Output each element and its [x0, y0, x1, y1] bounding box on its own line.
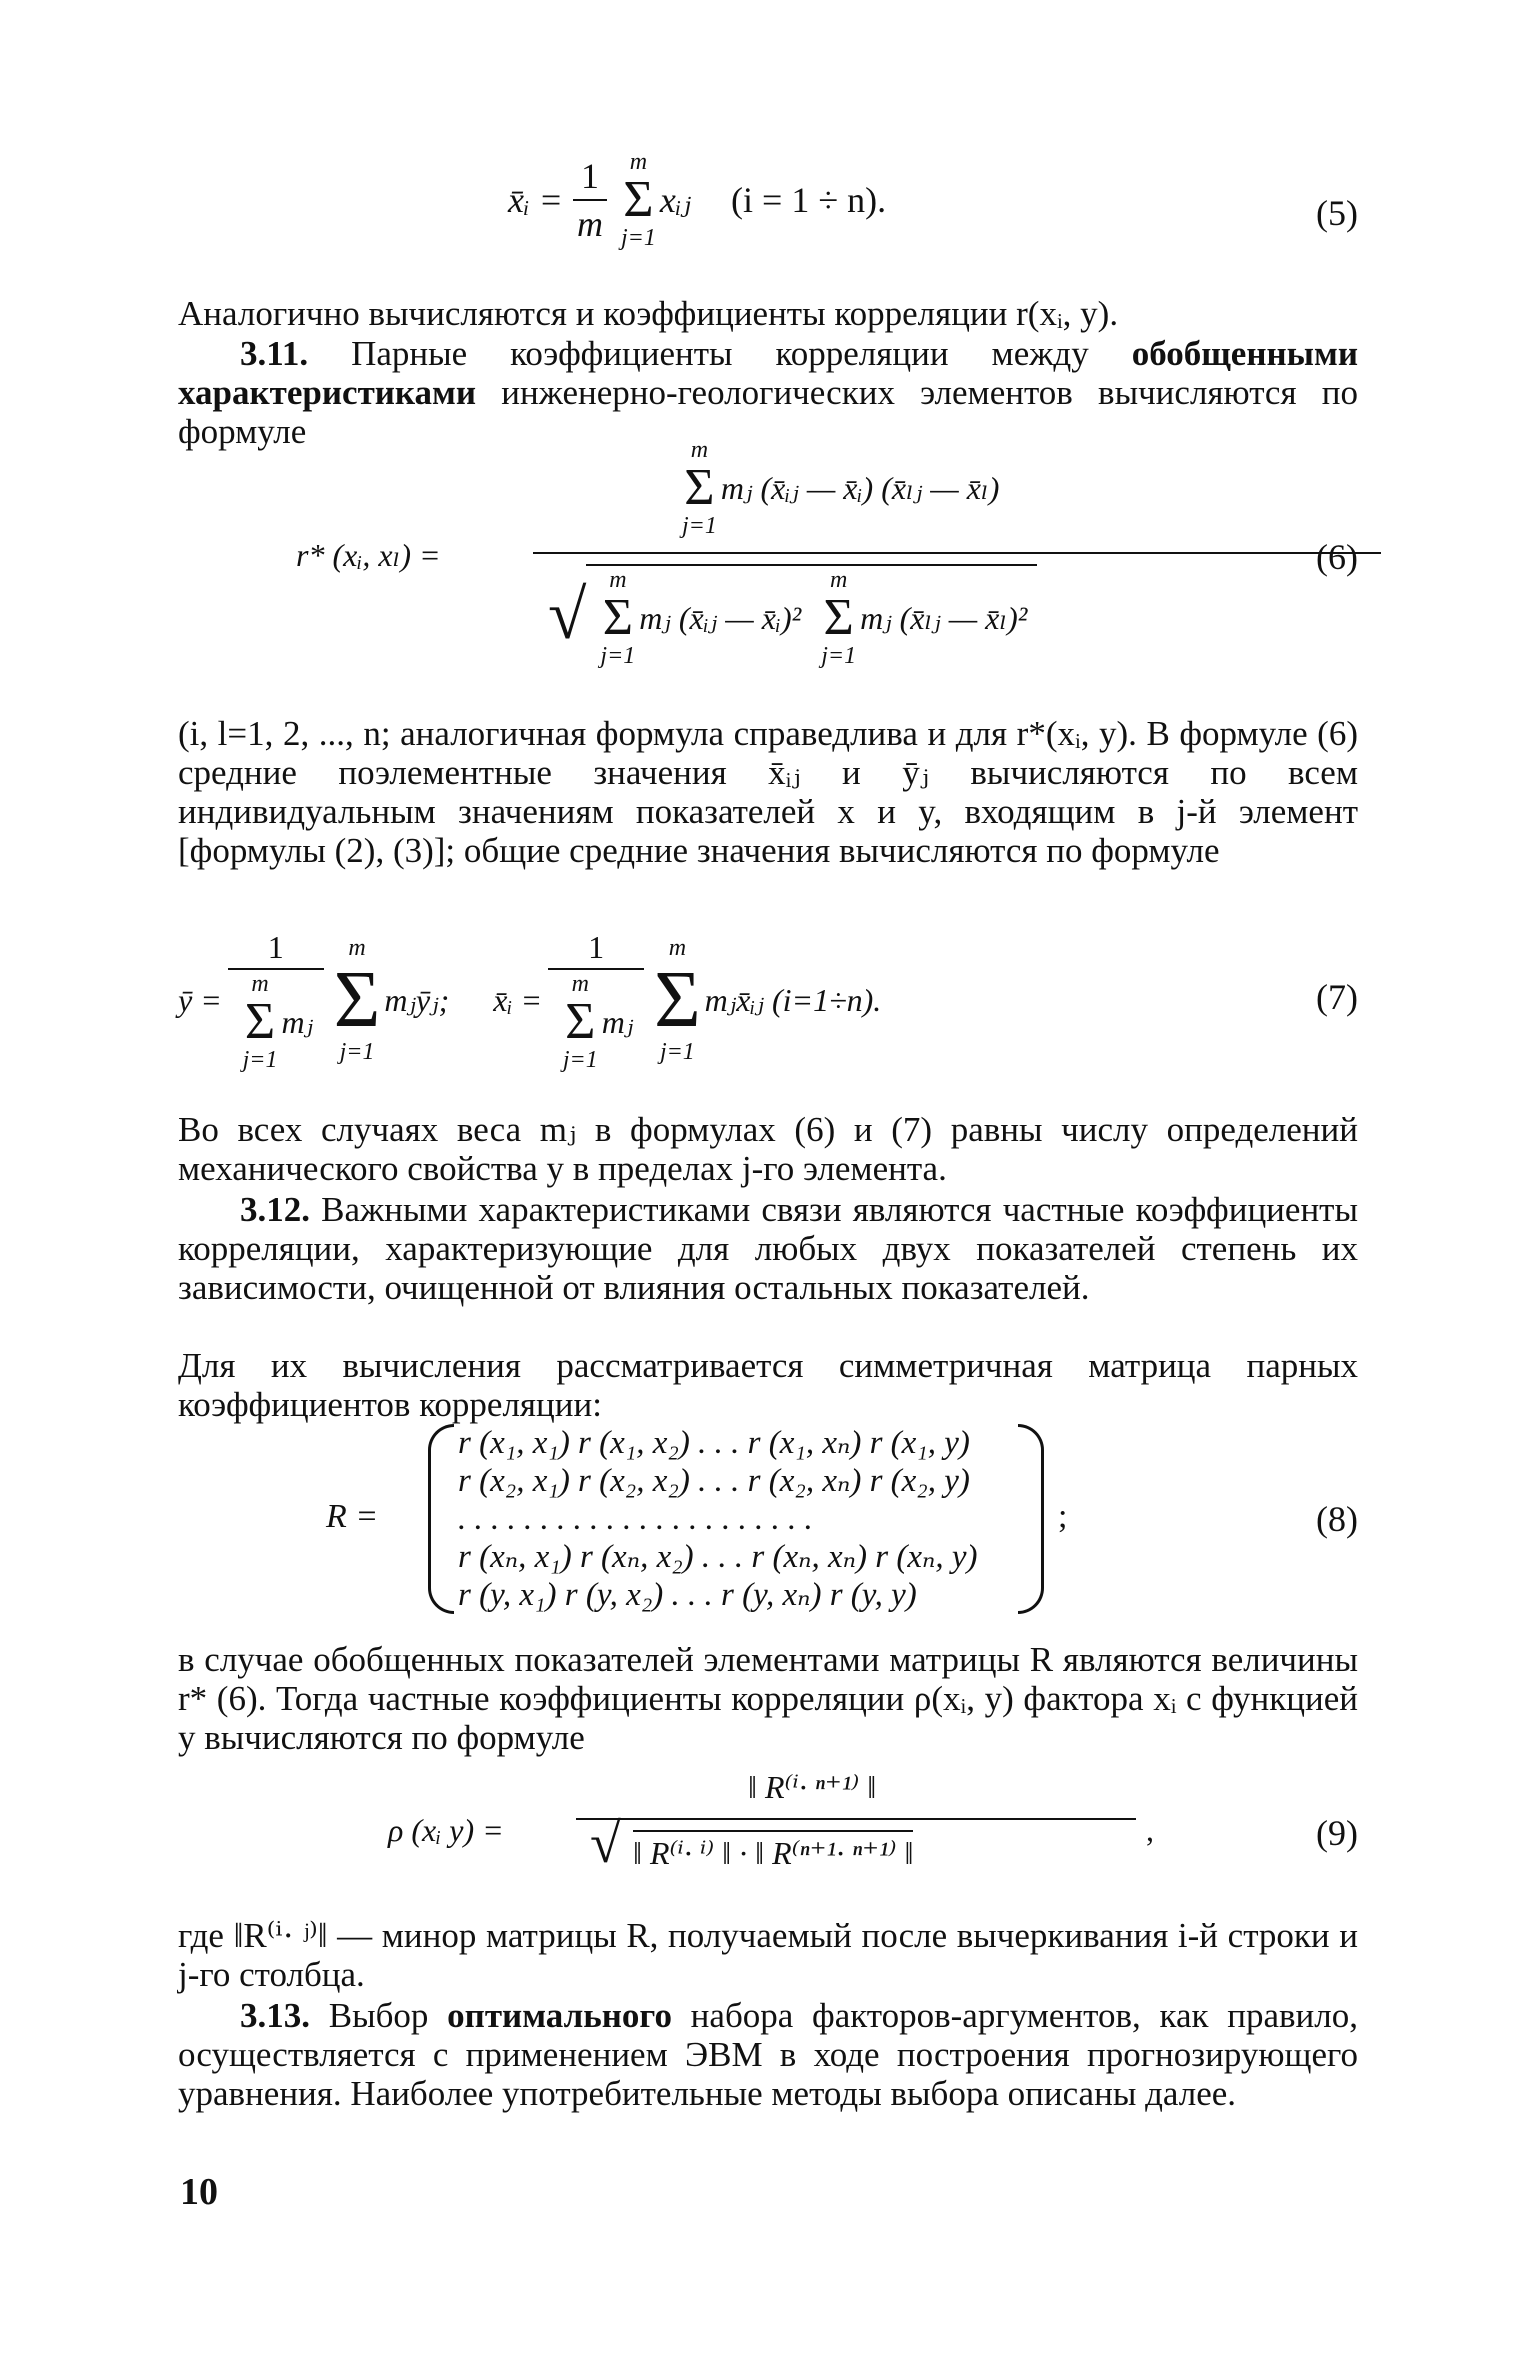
paragraph-3-11-text-a: Парные коэффициенты корреляции между: [308, 334, 1132, 373]
formula-6-num-sum: [682, 438, 717, 538]
paragraph-3-12: [178, 1190, 1358, 1307]
formula-7-den-1: [231, 970, 321, 1072]
matrix-row-1: r (x₁, x₁) r (x₁, x₂) . . . r (x₁, xₙ) r (x₁, y): [458, 1425, 970, 1461]
sigma-symbol: Σ: [654, 956, 701, 1044]
paragraph-3-13: [178, 1996, 1358, 2113]
formula-6: [178, 438, 1358, 708]
formula-6-den-sum-2-lower: j=1: [821, 643, 857, 669]
paragraph-matrix-intro: Для их вычисления рассматривается симметричная матрица парных коэффициентов корреляции:: [178, 1346, 1358, 1424]
formula-7-num-2: 1: [548, 929, 644, 970]
formula-8: [178, 1424, 1358, 1624]
matrix-row-ellipsis: . . . . . . . . . . . . . . . . . . . . . .: [458, 1501, 813, 1537]
formula-9-numerator: ‖ R⁽ⁱ· ⁿ⁺¹⁾ ‖: [748, 1769, 877, 1805]
paragraph-3-12-text: Важными характеристиками связи являются частные коэффициенты корреляции, характеризующие для любых двух показателей степень их зависимости, очищенной от влияния остальных показателей.: [178, 1190, 1358, 1307]
sigma-symbol: Σ: [333, 956, 381, 1044]
formula-6-den-sum-1-upper: m: [609, 567, 627, 593]
formula-6-den-sum-2-upper: m: [829, 567, 848, 593]
formula-6-radicand: [586, 564, 1037, 668]
formula-5-sum: [621, 150, 656, 250]
paragraph-partial-correlation: в случае обобщенных показателей элементами матрицы R являются величины r* (6). Тогда частные коэффициенты корреляции ρ(xᵢ, y) фактора xᵢ с функцией y вычисляются по формуле: [178, 1640, 1358, 1757]
paragraph-3-11-bold: обобщенными характеристиками: [178, 334, 1358, 412]
matrix-row-n: r (xₙ, x₁) r (xₙ, x₂) . . . r (xₙ, xₙ) r (xₙ, y): [458, 1539, 978, 1575]
fraction-bar: [533, 552, 1381, 554]
paragraph-minor-definition: где ‖R⁽ⁱ· ʲ⁾‖ — минор матрицы R, получаемый после вычеркивания i-й строки и j-го столбца.: [178, 1916, 1358, 1994]
paragraph-analog: Аналогично вычисляются и коэффициенты корреляции r(xᵢ, y).: [178, 294, 1119, 333]
matrix-row-y: r (y, x₁) r (y, x₂) . . . r (y, xₙ) r (y, y): [458, 1577, 917, 1613]
sigma-symbol: Σ: [623, 171, 654, 228]
formula-9-tail: ,: [1146, 1812, 1154, 1848]
formula-5-number: (5): [1316, 193, 1358, 233]
paragraph-3-13-text-a: Выбор: [310, 1996, 448, 2035]
formula-5-coefficient: [569, 155, 611, 245]
formula-7-sum-1-lower: j=1: [339, 1039, 375, 1065]
right-paren-icon: [1018, 1424, 1044, 1614]
formula-6-den-sum-1: [600, 568, 635, 668]
formula-6-num-sum-lower: j=1: [682, 513, 717, 539]
formula-7-den-sum-2: [563, 972, 598, 1072]
formula-5-coef-den: m: [576, 204, 603, 244]
formula-6-den-body-2: mⱼ (x̄ₗⱼ — x̄ₗ)²: [860, 600, 1028, 636]
formula-7-den-sum-2-lower: j=1: [562, 1046, 598, 1073]
paragraph-3-11: [178, 334, 1358, 451]
sqrt-icon: √: [590, 1813, 621, 1875]
formula-6-den-sum-2: [821, 568, 856, 668]
formula-6-number: (6): [1316, 537, 1358, 577]
formula-9: [178, 1768, 1358, 1908]
formula-5-range: (i = 1 ÷ n).: [731, 180, 887, 220]
formula-5: [178, 140, 1358, 280]
formula-7-den-sum-1: [243, 972, 278, 1072]
formula-7-body-2: mⱼx̄ᵢⱼ (i=1÷n).: [704, 982, 882, 1018]
matrix-row-2: r (x₂, x₁) r (x₂, x₂) . . . r (x₂, xₙ) r (x₂, y): [458, 1463, 970, 1499]
section-number-3-11: 3.11.: [240, 334, 309, 373]
formula-7-coef-1: [228, 929, 324, 1072]
section-number-3-12: 3.12.: [240, 1190, 310, 1229]
paragraph-3-11-text-b: инженерно-геологических элементов вычисляются по формуле: [178, 373, 1358, 451]
formula-7-den-sum-1-lower: j=1: [242, 1046, 278, 1073]
formula-8-tail: ;: [1058, 1498, 1068, 1535]
matrix-r: [178, 1424, 1358, 1614]
formula-6-num-sum-upper: m: [690, 437, 709, 463]
formula-7-coef-2: [548, 929, 644, 1072]
formula-5-coef-num: 1: [573, 155, 607, 201]
formula-7-num-1: 1: [228, 929, 324, 970]
formula-7-sum-1-upper: m: [348, 935, 366, 961]
formula-9-denominator: ‖ R⁽ⁱ· ⁱ⁾ ‖ · ‖ R⁽ⁿ⁺¹· ⁿ⁺¹⁾ ‖: [633, 1830, 913, 1872]
formula-9-number: (9): [1316, 1813, 1358, 1853]
formula-5-lhs: x̄ᵢ =: [508, 180, 563, 220]
formula-6-denominator: [548, 564, 1037, 668]
sigma-symbol: Σ: [244, 992, 276, 1050]
formula-7-lhs-2: x̄ᵢ =: [493, 981, 543, 1018]
paragraph-weights: Во всех случаях веса mⱼ в формулах (6) и (7) равны числу определений механического свойства y в пределах j-го элемента.: [178, 1110, 1358, 1188]
sigma-symbol: Σ: [602, 589, 633, 646]
formula-6-lhs: r* (xᵢ, xₗ) =: [296, 537, 441, 573]
paragraph-formula-6-notes: (i, l=1, 2, ..., n; аналогичная формула справедлива и для r*(xᵢ, y). В формуле (6) средние поэлементные значения x̄ᵢⱼ и ȳⱼ вычисляются по всем индивидуальным значениям показателей x и y, входящим в j-й элемент [формулы (2), (3)]; общие средние значения вычисляются по формуле: [178, 714, 1358, 870]
formula-7-body-1: mⱼȳⱼ;: [384, 982, 450, 1018]
formula-6-numerator: [678, 438, 999, 538]
page-number: 10: [180, 2171, 218, 2213]
sigma-symbol: Σ: [565, 992, 596, 1050]
left-paren-icon: [428, 1424, 454, 1614]
formula-6-num-body: mⱼ (x̄ᵢⱼ — x̄ᵢ) (x̄ₗⱼ — x̄ₗ): [720, 470, 1000, 506]
formula-7-sum-2: [654, 936, 701, 1064]
paragraph-3-13-text-b: набора факторов-аргументов, как правило, осуществляется с применением ЭВМ в ходе построения прогнозирующего уравнения. Наиболее употребительные методы выбора описаны далее.: [178, 1996, 1358, 2113]
sqrt-icon: √: [548, 577, 587, 654]
sigma-symbol: Σ: [684, 459, 715, 516]
formula-7-den-2: [551, 970, 641, 1072]
formula-7-den-body-2: mⱼ: [601, 1003, 634, 1040]
matrix-rows: [458, 1424, 1018, 1614]
formula-7-number: (7): [1316, 977, 1358, 1017]
formula-7-den-sum-2-upper: m: [571, 970, 589, 997]
formula-7-den-sum-1-upper: m: [251, 970, 269, 997]
formula-5-sum-lower: j=1: [620, 225, 656, 251]
sigma-symbol: Σ: [823, 589, 854, 646]
formula-6-den-body-1: mⱼ (x̄ᵢⱼ — x̄ᵢ)²: [639, 600, 802, 636]
paragraph-3-13-bold: оптимального: [447, 1996, 672, 2035]
formula-7-sum-2-lower: j=1: [659, 1039, 695, 1065]
formula-5-body: xᵢⱼ: [659, 180, 692, 220]
formula-8-number: (8): [1316, 1499, 1358, 1539]
fraction-bar: [576, 1818, 1136, 1820]
section-number-3-13: 3.13.: [240, 1996, 310, 2035]
formula-7-sum-2-upper: m: [668, 935, 687, 961]
formula-7-den-body-1: mⱼ: [281, 1003, 314, 1040]
formula-7-lhs-1: ȳ =: [178, 981, 222, 1018]
formula-7: [178, 900, 1358, 1100]
formula-8-lhs: R =: [326, 1498, 379, 1535]
formula-7-sum-1: [334, 936, 381, 1064]
formula-5-sum-upper: m: [629, 149, 648, 175]
formula-9-lhs: ρ (xᵢ y) =: [388, 1812, 504, 1848]
formula-6-den-sum-1-lower: j=1: [600, 643, 636, 669]
